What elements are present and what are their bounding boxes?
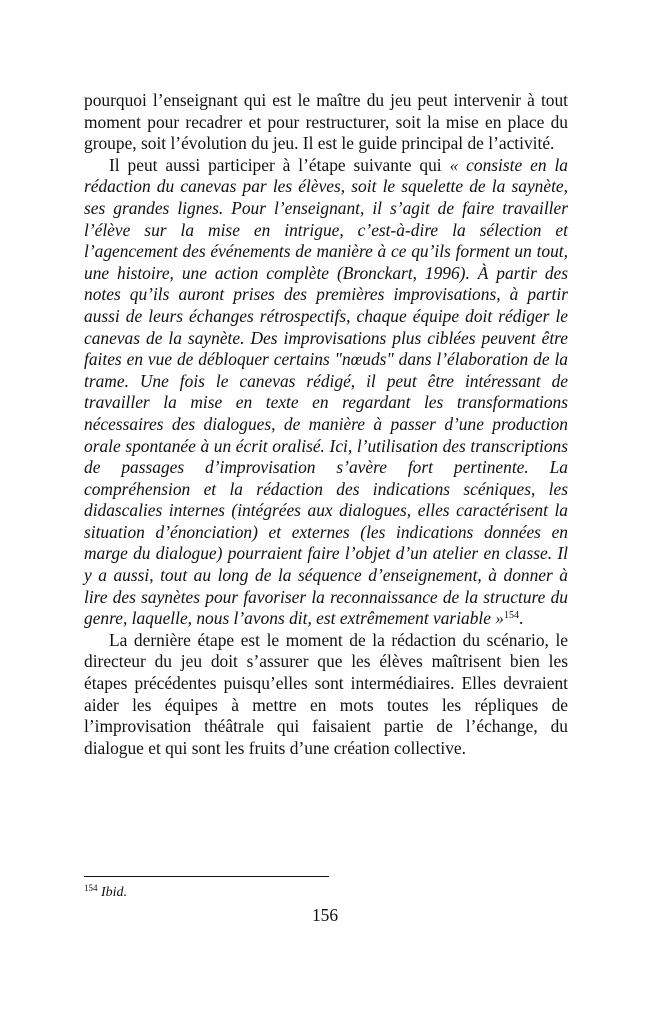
- paragraph-3: La dernière étape est le moment de la rédaction du scénario, le directeur du jeu doit s’assurer que les élèves maîtrisent bien les étapes précédentes puisqu’elles sont intermédiaires. Elles devraient aider les équipes à mettre en mots toutes les répliques de l’improvisation théâtrale qui faisaient partie de l’échange, du dialogue et qui sont les fruits d’une création collective.: [84, 629, 568, 758]
- paragraph-2-lead: Il peut aussi participer à l’étape suivante qui: [109, 154, 450, 175]
- footnote-reference: 154: [504, 610, 520, 622]
- paragraph-2-end: .: [519, 608, 524, 629]
- paragraph-2: [84, 155, 568, 630]
- footnote-text: Ibid.: [101, 885, 128, 900]
- footnote-number: 154: [84, 883, 98, 893]
- paragraph-2-quotation: « consiste en la rédaction du canevas par les élèves, soit le squelette de la saynète, ses grandes lignes. Pour l’enseignant, il s’agit de faire travailler l’élève sur la mise en intrigue, c’est-à-dire la sélection et l’agencement des événements de manière à ce qu’ils forment un tout, une histoire, une action complète (Bronckart, 1996). À partir des notes qu’ils auront prises des premières improvisations, à partir aussi de leurs échanges rétrospectifs, chaque équipe doit rédiger le canevas de la saynète. Des improvisations plus ciblées peuvent être faites en vue de débloquer certains "nœuds" dans l’élaboration de la trame. Une fois le canevas rédigé, il peut être intéressant de travailler la mise en texte en regardant les transformations nécessaires des dialogues, de manière à passer d’une production orale spontanée à un écrit oralisé. Ici, l’utilisation des transcriptions de passages d’improvisation s’avère fort pertinente. La compréhension et la rédaction des indications scéniques, les didascalies internes (intégrées aux dialogues, elles caractérisent la situation d’énonciation) et externes (les indications données en marge du dialogue) pourraient faire l’objet d’un atelier en classe. Il y a aussi, tout au long de la séquence d’enseignement, à donner à lire des saynètes pour favoriser la reconnaissance de la structure du genre, laquelle, nous l’avons dit, est extrêmement variable »: [84, 154, 568, 629]
- main-text: [84, 90, 568, 759]
- footnote: [84, 884, 127, 902]
- footnote-separator: [84, 876, 329, 877]
- paragraph-1: pourquoi l’enseignant qui est le maître du jeu peut intervenir à tout moment pour recadrer et pour restructurer, soit la mise en place du groupe, soit l’évolution du jeu. Il est le guide principal de l’activité.: [84, 90, 568, 154]
- page-number: 156: [311, 905, 339, 925]
